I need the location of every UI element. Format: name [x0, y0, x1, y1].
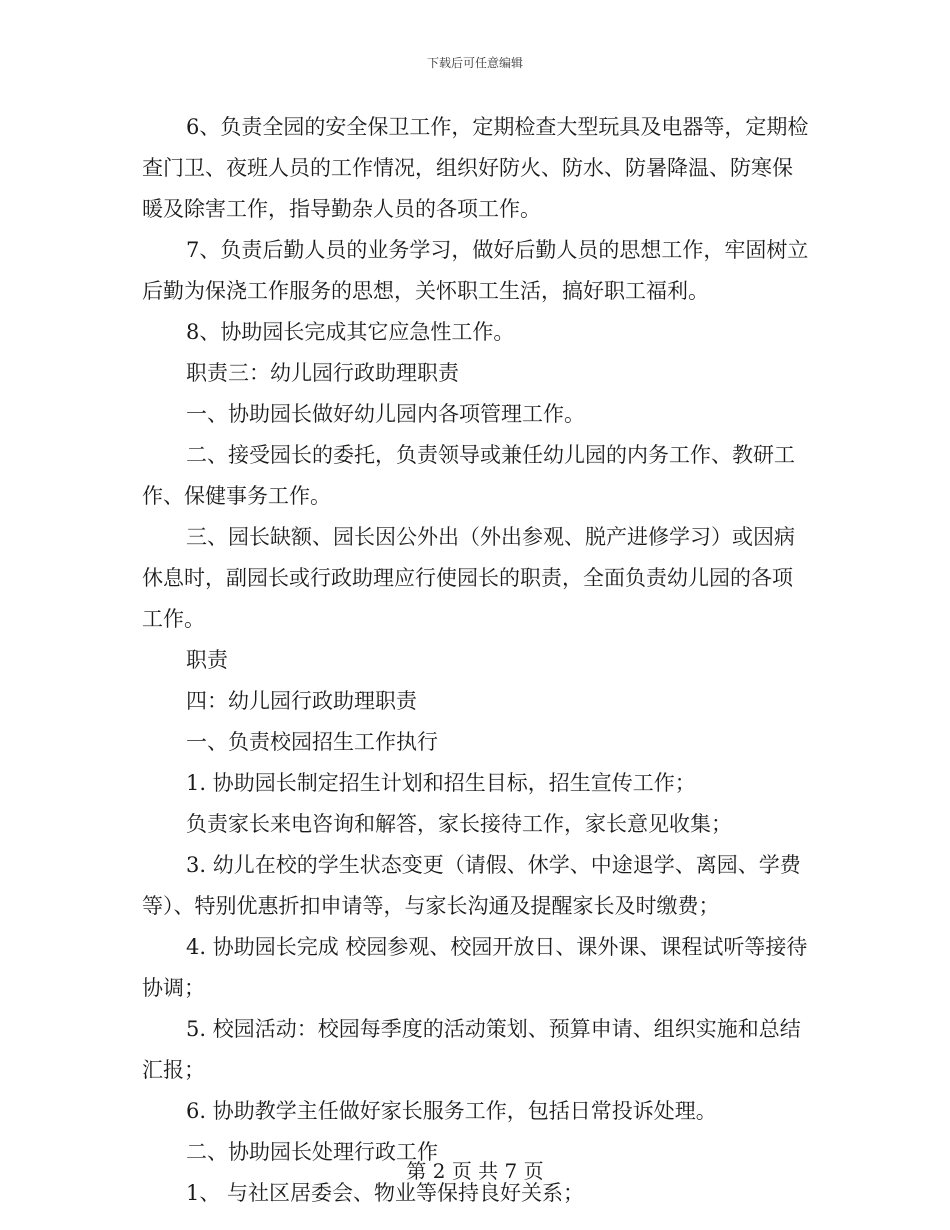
enrollment-item-2: 负责家长来电咨询和解答，家长接待工作，家长意见收集；	[186, 812, 732, 836]
subheading-administration: 二、协助园长处理行政工作	[186, 1140, 438, 1164]
paragraph-item-7: 7、负责后勤人员的业务学习，做好后勤人员的思想工作，牢固树立后勤为保浇工作服务的思想，关怀职工生活，搞好职工福利。	[142, 238, 809, 303]
paragraph-duty-three-1: 一、协助园长做好幼儿园内各项管理工作。	[186, 402, 585, 426]
paragraph-duty-three-3: 三、园长缺额、园长因公外出（外出参观、脱产进修学习）或因病休息时，副园长或行政助理应行使园长的职责，全面负责幼儿园的各项工作。	[142, 525, 795, 631]
paragraph-duty-three-2: 二、接受园长的委托，负责领导或兼任幼儿园的内务工作、教研工作、保健事务工作。	[142, 443, 795, 508]
administration-item-1: 1、 与社区居委会、物业等保持良好关系；	[186, 1181, 585, 1205]
paragraph-item-8: 8、协助园长完成其它应急性工作。	[186, 320, 515, 344]
enrollment-item-3: 3. 幼儿在校的学生状态变更（请假、休学、中途退学、离园、学费等）、特别优惠折扣申请等，与家长沟通及提醒家长及时缴费；	[142, 853, 801, 918]
section-heading-duty-label: 职责	[186, 648, 228, 672]
enrollment-item-5: 5. 校园活动：校园每季度的活动策划、预算申请、组织实施和总结汇报；	[142, 1017, 801, 1082]
page-number: 第 2 页 共 7 页	[406, 1159, 544, 1183]
section-heading-duty-three: 职责三：幼儿园行政助理职责	[186, 361, 459, 385]
document-body	[142, 107, 810, 1214]
enrollment-item-6: 6. 协助教学主任做好家长服务工作，包括日常投诉处理。	[186, 1099, 717, 1123]
section-heading-duty-four: 四：幼儿园行政助理职责	[186, 689, 417, 713]
subheading-enrollment: 一、负责校园招生工作执行	[186, 730, 438, 754]
paragraph-item-6: 6、负责全园的安全保卫工作，定期检查大型玩具及电器等，定期检查门卫、夜班人员的工作情况，组织好防火、防水、防暑降温、防寒保暖及除害工作，指导勤杂人员的各项工作。	[142, 115, 809, 221]
enrollment-item-4: 4. 协助园长完成 校园参观、校园开放日、课外课、课程试听等接待协调；	[142, 935, 808, 1000]
download-note: 下载后可任意编辑	[426, 56, 523, 70]
enrollment-item-1: 1. 协助园长制定招生计划和招生目标，招生宣传工作；	[186, 771, 696, 795]
